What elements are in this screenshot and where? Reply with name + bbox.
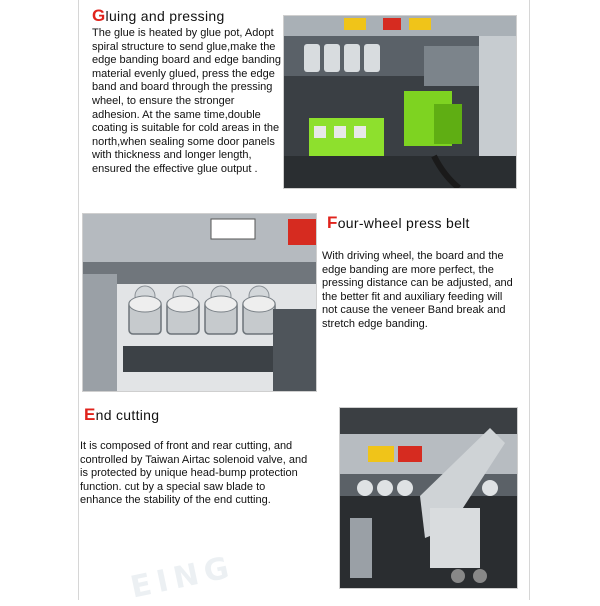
end-cutting-description: It is composed of front and rear cutting, and controlled by Taiwan Airtac solenoid valve, and is protected by unique head-bump protection function. cut by a special saw blade to enhance the stability of the end cutting. [80,440,308,507]
watermark: EING [127,549,238,606]
end-cutting-title: End cutting [84,405,160,424]
press-belt-title: Four-wheel press belt [327,213,470,232]
gluing-title: Gluing and pressing [92,6,225,25]
end-cutting-photo [339,407,518,589]
gluing-description: The glue is heated by glue pot, Adopt spiral structure to send glue,make the edge banding board and edge banding material evenly glued, press the edge band and board through the pressing wheel, to ensure the stronger adhesion. At the same time,double coating is suitable for cold areas in the north,when sealing some door panels with thickness and longer length, ensured the effective glue output . [92,27,282,175]
press-belt-description: With driving wheel, the board and the edge banding are more perfect, the pressing distance can be adjusted, and the better fit and auxiliary feeding will not cause the veneer Band break and stretch edge banding. [322,250,513,330]
glue-pot-photo [283,15,517,189]
press-wheel-photo [82,213,317,392]
